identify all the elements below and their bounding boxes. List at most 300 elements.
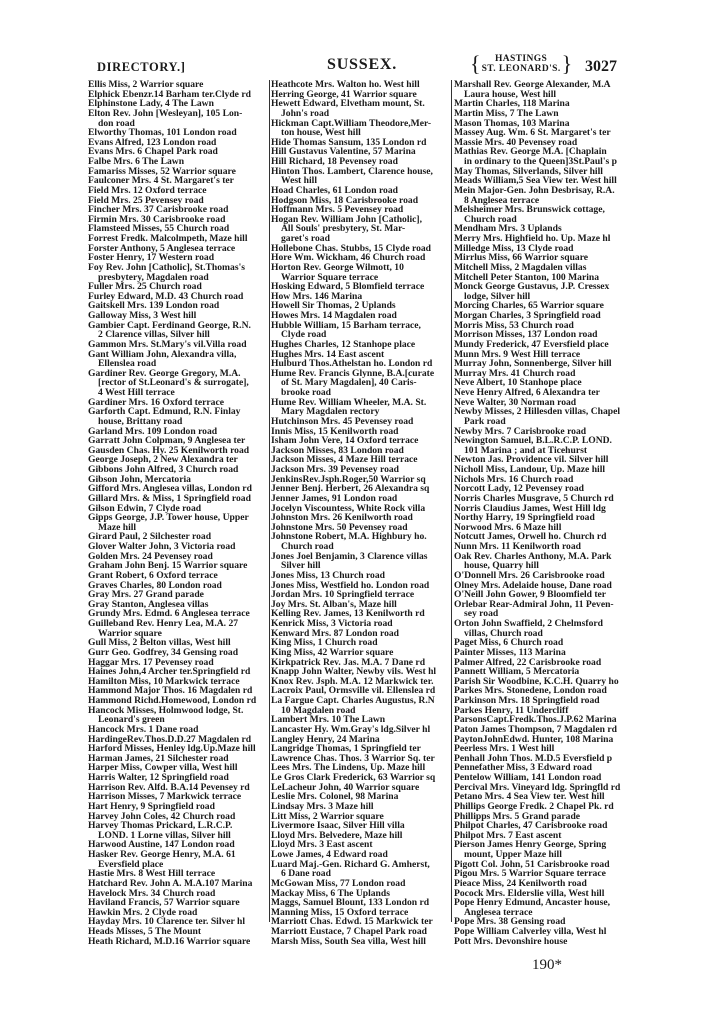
directory-entry (88, 744, 264, 754)
entry-line: May Thomas, Silverlands, Silver hill (454, 166, 603, 177)
directory-entry (88, 581, 264, 591)
directory-entry (271, 686, 451, 696)
directory-entry (454, 725, 637, 735)
directory-entry (88, 494, 264, 504)
page-number: 3027 (585, 58, 617, 75)
directory-entry (454, 840, 637, 859)
directory-entry (454, 455, 637, 465)
directory-entry (454, 552, 637, 571)
entry-line: Jones Joel Benjamin, 3 Clarence villas (271, 551, 428, 562)
entry-line: Faulconer Mrs. 4 St. Margaret's ter (88, 176, 234, 186)
entry-line: Kirkpatrick Rev. Jas. M.A. 7 Dane rd (271, 657, 426, 668)
entry-continuation: Laura house, West hill (464, 88, 557, 100)
directory-entry (88, 455, 264, 465)
entry-line: Grundy Mrs. Edmd. 6 Anglesea terrace (88, 609, 250, 619)
directory-entry (271, 484, 451, 494)
entry-line: Haines John,4 Archer ter.Springfield rd (88, 667, 251, 677)
directory-entry (271, 359, 451, 369)
directory-entry (454, 696, 637, 706)
entry-continuation: Warrior square (98, 627, 162, 639)
entry-line: Field Mrs. 12 Oxford terrace (88, 185, 207, 196)
entry-line: Gausden Chas. Hy. 25 Kenilworth road (88, 445, 250, 456)
directory-entry (271, 292, 451, 302)
entry-line: Gibson John, Mercatoria (88, 474, 191, 485)
directory-entry (454, 407, 637, 426)
brace-open: { (470, 51, 481, 76)
entry-continuation: Church road (464, 213, 517, 225)
directory-entry (88, 696, 264, 706)
directory-entry (88, 725, 264, 735)
entry-line: Philpot Charles, 47 Carisbrooke road (454, 821, 608, 831)
entry-line: Neve Henry Alfred, 6 Alexandra ter (454, 388, 600, 398)
entry-line: Massey Aug. Wm. 6 St. Margaret's ter (454, 128, 611, 138)
entry-continuation: of St. Mary Magdalen], 40 Caris- (281, 377, 417, 389)
entry-continuation: All Souls' presbytery, St. Mar- (281, 223, 406, 235)
directory-entry (88, 350, 264, 369)
directory-entry (271, 186, 451, 196)
directory-entry (88, 301, 264, 311)
entry-line: Innis Miss, 15 Kenilworth road (271, 426, 399, 437)
entry-line: Oak Rev. Charles Anthony, M.A. Park (454, 551, 612, 562)
entry-line: King Miss, 1 Church road (271, 638, 378, 648)
directory-entry (454, 638, 637, 648)
directory-entry (271, 350, 451, 360)
directory-entry (271, 725, 451, 735)
running-head-county: SUSSEX. (327, 56, 398, 73)
entry-continuation: 10 Magdalen road (281, 704, 356, 716)
entry-line: Horton Rev. George Wilmott, 10 (271, 262, 404, 273)
directory-entry (454, 686, 637, 696)
directory-entry (88, 244, 264, 254)
entry-line: Elton Rev. John [Wesleyan], 105 Lon- (88, 108, 243, 119)
directory-entry (271, 754, 451, 764)
entry-line: Martin Charles, 118 Marina (454, 99, 570, 109)
directory-entry (454, 109, 637, 119)
entry-line: Howes Mrs. 14 Magdalen road (271, 311, 397, 321)
entry-line: Pope Mrs. 38 Gensing road (454, 917, 566, 927)
entry-line: Jones Miss, Westfield ho. London road (271, 580, 430, 591)
entry-continuation: Maze hill (98, 521, 137, 533)
entry-line: Le Gros Clark Frederick, 63 Warrior sq (271, 773, 436, 783)
directory-entry (271, 619, 451, 629)
entry-line: Morcing Charles, 65 Warrior square (454, 301, 604, 311)
entry-line: Lloyd Mrs. 3 East ascent (271, 840, 373, 850)
directory-entry (454, 99, 637, 109)
entry-line: Evans Mrs. 6 Chapel Park road (88, 147, 218, 157)
place-name (482, 54, 561, 74)
entry-line: Parkes Henry, 11 Undercliff (454, 705, 569, 716)
entry-line: Martin Miss, 7 The Lawn (454, 108, 559, 119)
entry-line: Marriott Eustace, 7 Chapel Park road (271, 927, 427, 937)
directory-entry (271, 282, 451, 292)
directory-entry (454, 80, 637, 99)
entry-line: Paton James Thompson, 7 Magdalen rd (454, 724, 617, 735)
directory-entry (454, 792, 637, 802)
directory-entry (88, 792, 264, 802)
directory-entry (88, 667, 264, 677)
entry-line: Forster Anthony, 5 Anglesea terrace (88, 243, 236, 254)
entry-line: La Fargue Capt. Charles Augustus, R.N (271, 696, 435, 706)
directory-entry (454, 513, 637, 523)
entry-line: Melsheimer Mrs. Brunswick cottage, (454, 205, 605, 216)
directory-entry (454, 224, 637, 234)
directory-entry (88, 176, 264, 186)
entry-line: Jenner James, 91 London road (271, 493, 398, 504)
entry-line: Marshall Rev. George Alexander, M.A (454, 80, 611, 90)
entry-line: Garland Mrs. 109 London road (88, 426, 218, 437)
entry-continuation: brooke road (281, 387, 332, 398)
directory-entry (88, 571, 264, 581)
directory-entry (454, 147, 637, 166)
entry-line: Hammond Major Thos. 16 Magdalen rd (88, 686, 253, 696)
directory-entry (271, 504, 451, 514)
directory-entry (88, 205, 264, 215)
entry-line: Herring George, 41 Warrior square (271, 89, 417, 100)
directory-entry (271, 917, 451, 927)
directory-entry (271, 821, 451, 831)
entry-line: Lowe James, 4 Edward road (271, 850, 388, 860)
directory-entry (271, 581, 451, 591)
directory-entry (454, 783, 637, 793)
directory-entry (88, 763, 264, 773)
directory-entry (454, 494, 637, 504)
directory-entry (271, 648, 451, 658)
directory-entry (271, 532, 451, 551)
directory-entry (271, 99, 451, 118)
directory-entry (454, 879, 637, 889)
entry-line: Mitchell Miss, 2 Magdalen villas (454, 262, 587, 273)
entry-line: Pennefather Miss, 3 Edward road (454, 763, 592, 773)
directory-entry (271, 427, 451, 437)
entry-line: Jenner Benj. Herbert, 26 Alexandra sq (271, 484, 430, 494)
directory-entry (454, 937, 637, 947)
directory-entry (271, 908, 451, 918)
directory-entry (88, 648, 264, 658)
directory-entry (454, 119, 637, 129)
entry-line: Hastie Mrs. 8 West Hill terrace (88, 869, 216, 879)
directory-entry (271, 879, 451, 889)
running-head-place (470, 53, 572, 75)
directory-entry (271, 369, 451, 398)
directory-entry (88, 917, 264, 927)
entry-line: Johnstone Mrs. 50 Pevensey road (271, 522, 408, 533)
directory-entry (88, 147, 264, 157)
entry-line: Gillard Mrs. & Miss, 1 Springfield road (88, 493, 251, 504)
entry-line: Morris Miss, 53 Church road (454, 320, 574, 331)
entry-line: Hammond Richd.Homewood, London rd (88, 696, 257, 706)
entry-line: Newby Mrs. 7 Carisbrooke road (454, 426, 587, 437)
entry-line: Forrest Fredk. Malcolmpeth, Maze hill (88, 234, 248, 244)
directory-entry (454, 658, 637, 668)
brace-close: } (561, 51, 573, 76)
entry-line: Nicholl Miss, Landour, Up. Maze hill (454, 465, 606, 475)
entry-line: Pannett William, 5 Mercatoria (454, 667, 580, 677)
directory-entry (88, 138, 264, 148)
entry-line: Gambier Capt. Ferdinand George, R.N. (88, 320, 251, 331)
directory-entry (454, 571, 637, 581)
entry-continuation: Warrior Square terrace (281, 271, 379, 283)
entry-line: Kelling Rev. James, 13 Kenilworth rd (271, 609, 425, 619)
place-line-2: ST. LEONARD'S. (481, 64, 561, 74)
directory-entry (454, 898, 637, 917)
entry-line: Hodgson Miss, 18 Carisbrooke road (271, 195, 419, 206)
entry-line: Phillips George Fredk. 2 Chapel Pk. rd (454, 801, 614, 812)
entry-continuation: sey road (464, 608, 499, 619)
entry-line: Gray Stanton, Anglesea villas (88, 599, 209, 610)
directory-entry (88, 609, 264, 619)
directory-entry (454, 715, 637, 725)
directory-entry (88, 427, 264, 437)
directory-entry (88, 292, 264, 302)
directory-entry (271, 638, 451, 648)
entry-line: O'Neill John Gower, 9 Bloomfield ter (454, 590, 607, 600)
directory-entry (271, 147, 451, 157)
directory-entry (454, 735, 637, 745)
entry-line: Harford Misses, Henley ldg.Up.Maze hill (88, 744, 256, 754)
entry-line: Harris Walter, 12 Springfield road (88, 773, 229, 783)
entry-line: Petano Mrs. 4 Sea View ter. West hill (454, 792, 605, 802)
entry-line: Mein Major-Gen. John Desbrisay, R.A. (454, 185, 615, 196)
entry-continuation: Mary Magdalen rectory (281, 406, 380, 417)
directory-entry (88, 196, 264, 206)
directory-entry (88, 282, 264, 292)
entry-line: Fincher Mrs. 37 Carisbrooke road (88, 205, 229, 215)
entry-line: Hasker Rev. George Henry, M.A. 61 (88, 850, 236, 860)
entry-line: Harman James, 21 Silchester road (88, 753, 229, 764)
entry-line: Marsh Miss, South Sea villa, West hill (271, 936, 426, 947)
entry-line: Newby Misses, 2 Hillesden villas, Chapel (454, 407, 621, 418)
directory-entry (454, 398, 637, 408)
directory-entry (271, 831, 451, 841)
directory-entry (454, 532, 637, 542)
entry-line: Pieace Miss, 24 Kenilworth road (454, 878, 587, 889)
entry-line: Palmer Alfred, 22 Carisbrooke road (454, 657, 602, 668)
directory-entry (88, 619, 264, 638)
directory-entry (454, 927, 637, 937)
directory-entry (88, 686, 264, 696)
entry-line: Hill Richard, 18 Pevensey road (271, 157, 398, 167)
directory-entry (271, 244, 451, 254)
entry-line: Furley Edward, M.D. 43 Church road (88, 291, 244, 302)
directory-entry (271, 513, 451, 523)
entry-line: Northy Harry, 19 Springfield road (454, 513, 595, 523)
entry-line: Lancaster Hy. Wm.Gray's ldg.Silver hl (271, 724, 431, 735)
place-line-1: HASTINGS (494, 54, 548, 64)
entry-line: Girard Paul, 2 Silchester road (88, 532, 212, 542)
directory-entry (88, 398, 264, 408)
directory-entry (271, 417, 451, 427)
directory-entry (271, 667, 451, 677)
page-header (0, 52, 723, 82)
entry-line: Olney Mrs. Adelaide house, Dane road (454, 580, 612, 591)
entry-line: Mundy Frederick, 47 Eversfield place (454, 339, 609, 350)
directory-entry (88, 600, 264, 610)
directory-entry (271, 436, 451, 446)
entry-line: Glover Walter John, 3 Victoria road (88, 542, 236, 552)
entry-line: Morrison Misses, 137 London road (454, 330, 598, 340)
directory-entry (454, 176, 637, 186)
entry-line: Newton Jas. Providence vil. Silver hill (454, 455, 609, 465)
directory-entry (88, 484, 264, 494)
directory-entry (271, 802, 451, 812)
directory-entry (271, 475, 451, 485)
entry-line: Hatchard Rev. John A. M.A.107 Marina (88, 878, 253, 889)
entry-line: Havelock Mrs. 34 Church road (88, 888, 216, 899)
directory-entry (454, 917, 637, 927)
directory-entry (88, 340, 264, 350)
entry-line: Harper Miss, Cowper villa, West hill (88, 763, 238, 773)
entry-line: Grant Robert, 6 Oxford terrace (88, 570, 218, 581)
entry-line: Hancock Misses, Holmwood lodge, St. (88, 705, 244, 716)
entry-line: Galloway Miss, 3 West hill (88, 311, 197, 321)
directory-column-2 (271, 80, 451, 946)
directory-entry (88, 552, 264, 562)
directory-entry (271, 119, 451, 138)
entry-line: Peerless Mrs. 1 West hill (454, 744, 555, 754)
directory-entry (454, 350, 637, 360)
directory-entry (271, 552, 451, 571)
entry-line: Graves Charles, 80 London road (88, 580, 222, 591)
directory-entry (88, 754, 264, 764)
entry-line: Hancock Mrs. 1 Dane road (88, 724, 199, 735)
entry-line: O'Donnell Mrs. 26 Carisbrooke road (454, 570, 605, 581)
directory-entry (88, 706, 264, 725)
column-rule-right (451, 80, 452, 922)
directory-entry (271, 840, 451, 850)
directory-entry (271, 321, 451, 340)
directory-entry (271, 792, 451, 802)
directory-entry (454, 234, 637, 244)
directory-entry (454, 369, 637, 379)
entry-line: Gifford Mrs. Anglesea villas, London rd (88, 484, 252, 494)
entry-line: Hume Rev. William Wheeler, M.A. St. (271, 397, 427, 408)
entry-line: Hewett Edward, Elvetham mount, St. (271, 99, 425, 110)
entry-continuation: 8 Anglesea terrace (464, 194, 540, 206)
entry-line: Mendham Mrs. 3 Uplands (454, 224, 562, 234)
directory-entry (271, 311, 451, 321)
directory-entry (454, 128, 637, 138)
entry-continuation: [rector of St.Leonard's & surrogate], (98, 377, 249, 389)
entry-continuation: garet's road (281, 233, 330, 244)
entry-line: Parish Sir Woodbine, K.C.H. Quarry ho (454, 676, 619, 687)
directory-entry (271, 215, 451, 244)
directory-entry (271, 340, 451, 350)
entry-line: Meads William,5 Sea View ter. West hill (454, 176, 617, 186)
printer-signature: 190* (532, 957, 562, 973)
entry-line: Norris Charles Musgrave, 5 Church rd (454, 493, 614, 504)
entry-continuation: don road (98, 117, 135, 129)
entry-line: Mirrlus Miss, 66 Warrior square (454, 253, 589, 263)
entry-line: Hill Gustavus Valentine, 57 Marina (271, 147, 416, 157)
directory-entry (271, 455, 451, 465)
directory-entry (454, 311, 637, 321)
entry-line: Fuller Mrs. 25 Church road (88, 282, 202, 292)
entry-line: Lindsay Mrs. 3 Maze hill (271, 801, 374, 812)
directory-entry (271, 937, 451, 947)
entry-line: Litt Miss, 2 Warrior square (271, 811, 384, 822)
directory-entry (454, 263, 637, 273)
entry-line: Hawkin Mrs. 2 Clyde road (88, 907, 198, 918)
directory-entry (88, 821, 264, 840)
directory-entry (88, 638, 264, 648)
entry-line: Hinton Thos. Lambert, Clarence house, (271, 166, 433, 177)
entry-line: Elphinstone Lady, 4 The Lawn (88, 99, 214, 109)
directory-entry (88, 927, 264, 937)
directory-entry (454, 186, 637, 205)
directory-entry (88, 263, 264, 282)
entry-line: Hollebone Chas. Stubbs, 15 Clyde road (271, 243, 432, 254)
entry-line: Mackay Miss, 6 The Uplands (271, 888, 390, 899)
directory-entry (454, 330, 637, 340)
entry-line: HardingeRev.Thos.D.D.27 Magdalen rd (88, 734, 252, 745)
directory-column-3 (454, 80, 637, 946)
entry-line: Phillipps Mrs. 5 Grand parade (454, 811, 581, 822)
entry-line: Gaitskell Mrs. 139 London road (88, 301, 220, 311)
directory-entry (88, 215, 264, 225)
directory-entry (454, 706, 637, 716)
directory-entry (454, 677, 637, 687)
directory-entry (88, 773, 264, 783)
directory-entry (88, 80, 264, 90)
directory-entry (271, 629, 451, 639)
directory-entry (88, 186, 264, 196)
entry-line: Ellis Miss, 2 Warrior square (88, 80, 204, 90)
entry-line: McGowan Miss, 77 London road (271, 878, 406, 889)
entry-line: Garforth Capt. Edmund, R.N. Finlay (88, 407, 241, 418)
directory-entry (454, 359, 637, 369)
directory-entry (454, 860, 637, 870)
directory-entry (88, 436, 264, 446)
directory-entry (454, 475, 637, 485)
entry-continuation: Clyde road (281, 329, 327, 340)
entry-line: Lawrence Chas. Thos. 3 Warrior Sq. ter (271, 753, 435, 764)
entry-line: Haggar Mrs. 17 Pevensey road (88, 657, 214, 668)
directory-entry (88, 167, 264, 177)
entry-line: Hoad Charles, 61 London road (271, 185, 398, 196)
entry-line: Garratt John Colpman, 9 Anglesea ter (88, 436, 246, 446)
directory-entry (454, 542, 637, 552)
directory-entry (88, 465, 264, 475)
directory-entry (88, 224, 264, 234)
directory-entry (88, 889, 264, 899)
directory-entry (454, 378, 637, 388)
directory-entry (88, 908, 264, 918)
entry-line: Evans Alfred, 123 London road (88, 137, 217, 148)
directory-entry (271, 677, 451, 687)
entry-line: Gant William John, Alexandra villa, (88, 349, 237, 360)
directory-entry (454, 619, 637, 638)
entry-continuation: house, Quarry hill (464, 560, 539, 571)
directory-entry (454, 301, 637, 311)
entry-line: Newington Samuel, B.L.R.C.P. LOND. (454, 436, 612, 447)
entry-line: Knapp John Walter, Newby vils. West hl (271, 667, 437, 677)
entry-line: Milledge Miss, 13 Clyde road (454, 243, 574, 254)
entry-line: Hughes Charles, 12 Stanhope place (271, 339, 416, 350)
directory-entry (454, 253, 637, 263)
entry-line: Lacroix Paul, Ormsville vil. Ellenslea rd (271, 686, 436, 696)
entry-line: Pott Mrs. Devonshire house (454, 936, 568, 947)
entry-line: Knox Rev. Jsph. M.A. 12 Markwick ter. (271, 676, 434, 687)
entry-continuation: West hill (281, 175, 317, 186)
entry-line: Gibbons John Alfred, 3 Church road (88, 465, 239, 475)
directory-entry (271, 205, 451, 215)
entry-continuation: Silver hill (281, 560, 321, 571)
entry-line: Pope Henry Edmund, Ancaster house, (454, 898, 611, 909)
entry-continuation: house, Brittany road (98, 415, 183, 427)
entry-line: Mathias Rev. George M.A. [Chaplain (454, 147, 607, 158)
directory-entry (271, 446, 451, 456)
entry-line: Gardiner Rev. George Gregory, M.A. (88, 368, 241, 379)
